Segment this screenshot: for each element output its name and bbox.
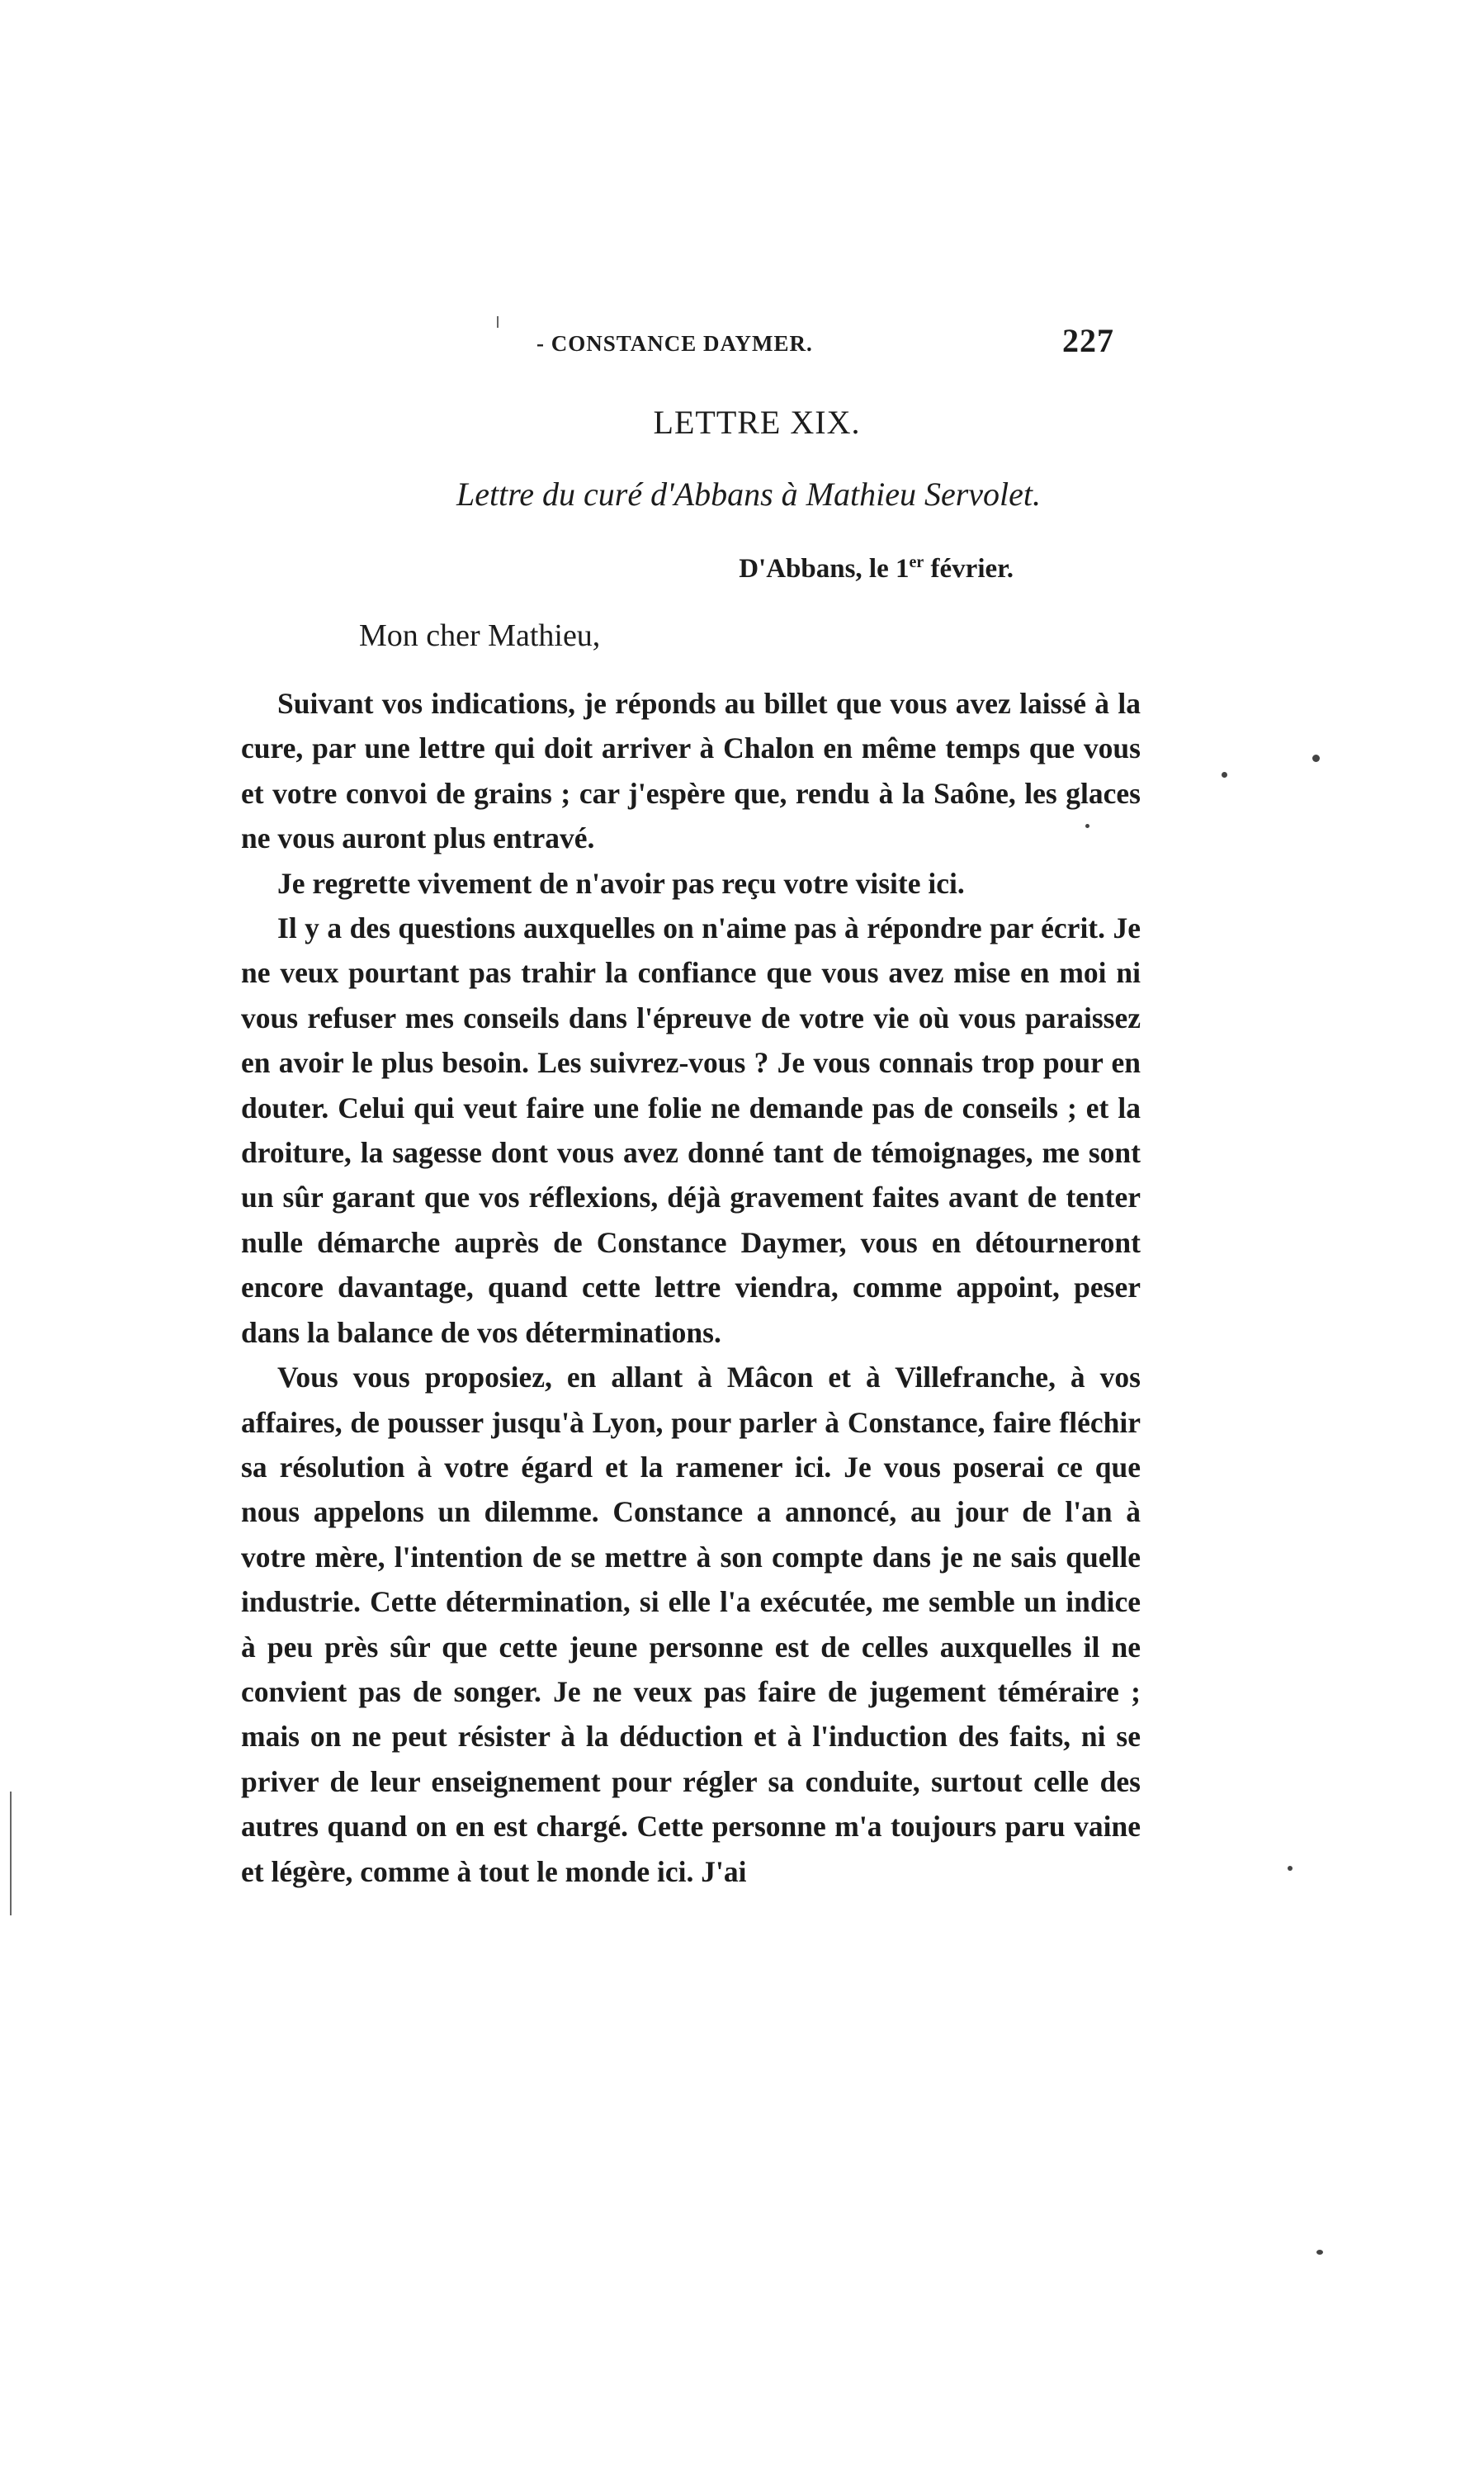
scan-speck xyxy=(1222,772,1227,778)
salutation: Mon cher Mathieu, xyxy=(359,618,601,653)
paragraph: Je regrette vivement de n'avoir pas reçu votre visite ici. xyxy=(277,866,965,900)
margin-mark xyxy=(10,1792,12,1915)
letter-heading: LETTRE XIX. xyxy=(653,404,861,441)
paragraph: Vous vous proposiez, en allant à Mâcon et à Villefranche, à vos affaires, de pousser jusqu'à Lyon, pour parler à Constance, faire fléchir sa résolution à votre égard et la ramener ici. Je vous poserai ce que nous appelons un dilemme. Constance a annoncé, au jour de l'an à votre mère, l'intention de se mettre à son compte dans je ne sais quelle industrie. Cette détermination, si elle l'a exécutée, me semble un indice à peu près sûr que cette jeune personne est de celles auxquelles il ne convient pas de songer. Je ne veux pas faire de jugement téméraire ; mais on ne peut résister à la déduction et à l'induction des faits, ni se priver de leur enseignement pour régler sa conduite, surtout celle des autres quand on en est chargé. Cette personne m'a toujours paru vaine et légère, comme à tout le monde ici. J'ai xyxy=(241,1361,1141,1888)
paragraph: Il y a des questions auxquelles on n'aime pas à répondre par écrit. Je ne veux pourtant pas trahir la confiance que vous avez mise en moi ni vous refuser mes conseils dans l'épreuve de votre vie où vous paraissez en avoir le plus besoin. Les suivrez-vous ? Je vous connais trop pour en douter. Celui qui veut faire une folie ne demande pas de conseils ; et la droiture, la sagesse dont vous avez donné tant de témoignages, me sont un sûr garant que vos réflexions, déjà gravement faites avant de tenter nulle démarche auprès de Constance Daymer, vous en détourneront encore davantage, quand cette lettre viendra, comme appoint, peser dans la balance de vos déterminations. xyxy=(241,911,1141,1349)
letter-subtitle: Lettre du curé d'Abbans à Mathieu Servolet. xyxy=(456,476,1042,513)
margin-mark xyxy=(497,316,499,328)
dateline-suffix: février. xyxy=(924,554,1014,584)
letter-body xyxy=(241,681,1141,1894)
scan-speck xyxy=(1288,1866,1293,1871)
scan-speck xyxy=(1316,2250,1323,2255)
running-header xyxy=(536,322,1114,367)
scan-speck xyxy=(1085,824,1089,828)
dateline-superscript: er xyxy=(909,553,924,571)
page-number: 227 xyxy=(1062,322,1114,359)
dateline-prefix: D'Abbans, le 1 xyxy=(739,554,910,584)
dateline xyxy=(739,553,1014,585)
scan-speck xyxy=(1312,755,1320,762)
running-title: - CONSTANCE DAYMER. xyxy=(536,331,813,356)
paragraph: Suivant vos indications, je réponds au billet que vous avez laissé à la cure, par une lettre qui doit arriver à Chalon en même temps que vous et votre convoi de grains ; car j'espère que, rendu à la Saône, les glaces ne vous auront plus entravé. xyxy=(241,687,1141,855)
